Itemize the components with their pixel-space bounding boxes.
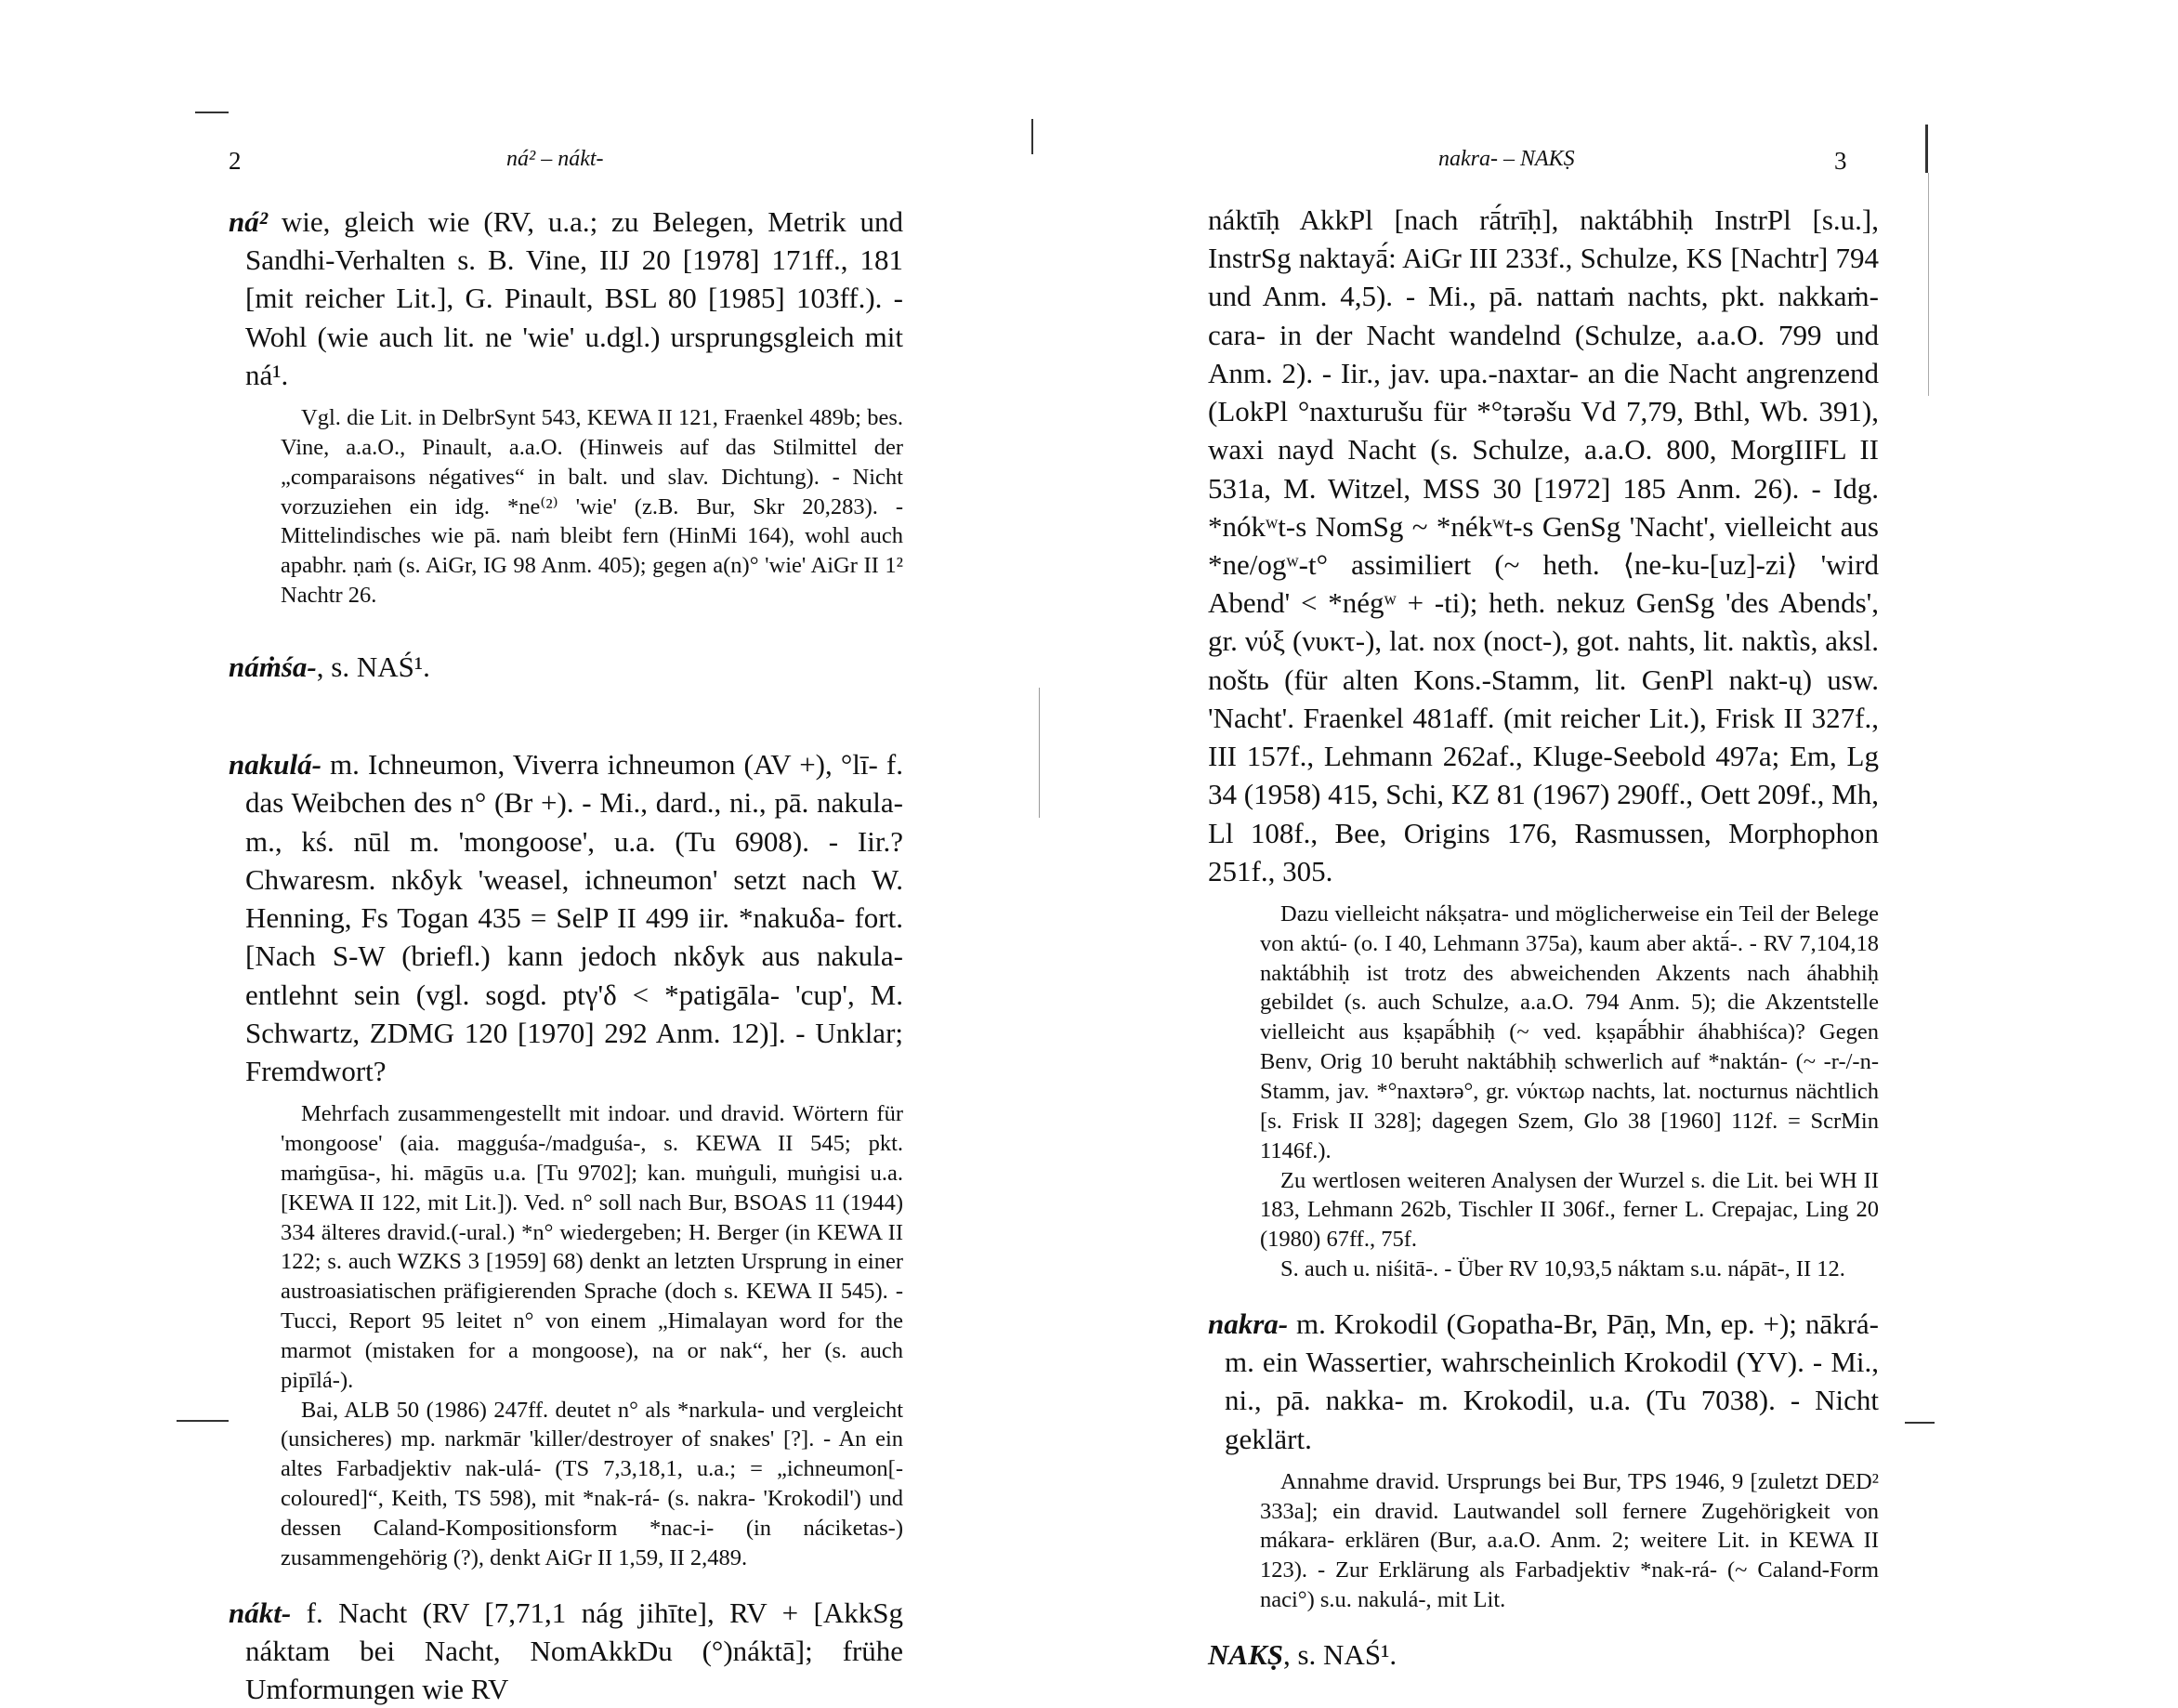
note-paragraph: Bai, ALB 50 (1986) 247ff. deutet n° als *narkula- und vergleicht (unsicheres) mp. narkmār 'killer/destroyer of snakes' [?]. - An ein altes Farbadjektiv nak-ulá- (TS 7,3,18,1, u.a.; = „ichneumon[-coloured]“, Keith, TS 598), mit *nak-rá- (s. nakra- 'Krokodil') und dessen Caland-Kompositionsform *nac-i- (in náciketas-) zusammengehörig (?), denkt AiGr II 1,59, II 2,489. <box>281 1397 903 1570</box>
entry-namsa <box>229 648 903 686</box>
entry-note <box>1208 1467 1879 1615</box>
note-paragraph: Zu wertlosen weiteren Analysen der Wurzel s. die Lit. bei WH II 183, Lehmann 262b, Tischler II 306f., ferner L. Crepajac, Ling 20 (1980) 67ff., 75f. <box>1260 1167 1879 1253</box>
lemma: ná² <box>229 205 269 238</box>
lemma: nakulá- <box>229 748 321 782</box>
text-column <box>1208 201 1879 1674</box>
lemma: nákt- <box>229 1596 292 1629</box>
continuation-notes <box>1208 900 1879 1284</box>
running-head: ná² – nákt- <box>506 147 604 171</box>
entry-body: wie, gleich wie (RV, u.a.; zu Belegen, Metrik und Sandhi-Verhalten s. B. Vine, IIJ 20 [1978] 171ff., 181 [mit reicher Lit.], G. Pinault, BSL 80 [1985] 103ff.). - Wohl (wie auch lit. ne 'wie' u.dgl.) ursprungsgleich mit ná¹. <box>245 205 903 391</box>
note-paragraph: Dazu vielleicht nákṣatra- und möglicherweise ein Teil der Belege von aktú- (o. I 40, Lehmann 375a), kaum aber aktā́-. - RV 7,104,18 naktábhiḥ ist trotz des abweichenden Akzents nach áhabhiḥ gebildet (s. auch Schulze, a.a.O. 794 Anm. 5); die Akzentstelle vielleicht aus kṣapā́bhiḥ (~ ved. kṣapā́bhir áhabhiśca)? Gegen Benv, Orig 10 beruht naktábhiḥ schwerlich auf *naktán- (~ -r-/-n-Stamm, jav. *°naxtərə°, gr. νύκτωρ nachts, lat. nocturnus nächtlich [s. Frisk II 328]; dagegen Szem, Glo 38 [1960] 112f. = ScrMin 1146f.). <box>1260 900 1879 1163</box>
entry-body: f. Nacht (RV [7,71,1 nág jihīte], RV + [AkkSg náktam bei Nacht, NomAkkDu (°)náktā]; frühe Umformungen wie RV <box>245 1596 903 1706</box>
entry-body: , s. NAŚ¹. <box>1282 1638 1397 1671</box>
entry-note <box>229 403 903 611</box>
note-paragraph: Annahme dravid. Ursprungs bei Bur, TPS 1946, 9 [zuletzt DED² 333a]; ein dravid. Lautwandel soll fernere Zugehörigkeit von mákara- erklären (Bur, a.a.O. Anm. 2; weitere Lit. in KEWA II 123). - Zur Erklärung als Farbadjektiv *nak-rá- (~ Caland-Form naci°) s.u. nakulá-, mit Lit. <box>1260 1468 1879 1613</box>
entry-nakt <box>229 1594 903 1708</box>
running-head: nakra- – NAKṢ <box>1438 147 1575 171</box>
right-page <box>1089 0 2178 1671</box>
lemma: náṁśa- <box>229 650 317 683</box>
text-column <box>229 203 903 1708</box>
entry-nakra <box>1208 1305 1879 1458</box>
continuation-text: náktīḥ AkkPl [nach rā́trīḥ], naktábhiḥ InstrPl [s.u.], InstrSg naktayā́: AiGr III 233f., Schulze, KS [Nachtr] 794 und Anm. 4,5). - Mi., pā. nattaṁ nachts, pkt. nakkaṁ-cara- in der Nacht wandelnd (Schulze, a.a.O. 799 und Anm. 2). - Iir., jav. upa.-naxtar- an die Nacht angrenzend (LokPl °naxturušu für *°tərəšu Vd 7,79, Bthl, Wb. 391), waxi nayd Nacht (s. Schulze, a.a.O. 800, MorgIIFL II 531a, M. Witzel, MSS 30 [1972] 185 Anm. 26). - Idg. *nókʷt-s NomSg ~ *nékʷt-s GenSg 'Nacht', vielleicht aus *ne/ogʷ-t° assimiliert (~ heth. ⟨ne-ku-[uz]-zi⟩ 'wird Abend' < *négʷ + -ti); heth. nekuz GenSg 'des Abends', gr. νύξ (νυκτ-), lat. nox (noct-), got. nahts, lit. naktìs, aksl. noštь (für alten Kons.-Stamm, lit. GenPl nakt-ų) usw. 'Nacht'. Fraenkel 481aff. (mit reicher Lit.), Frisk II 327f., III 157f., Lehmann 262af., Kluge-Seebold 497a; Em, Lg 34 (1958) 415, Schi, KZ 81 (1967) 290ff., Oett 209f., Mh, Ll 108f., Bee, Origins 176, Rasmussen, Morphophon 251f., 305. <box>1208 204 1879 887</box>
entry-note <box>229 1099 903 1573</box>
entry-na2 <box>229 203 903 394</box>
note-paragraph: Vgl. die Lit. in DelbrSynt 543, KEWA II 121, Fraenkel 489b; bes. Vine, a.a.O., Pinault, a.a.O. (Hinweis auf das Stilmittel der „comparaisons négatives“ in balt. und slav. Dichtung). - Nicht vorzuziehen ein idg. *ne⁽²⁾ 'wie' (z.B. Bur, Skr 20,283). - Mittelindisches wie pā. naṁ bleibt fern (HinMi 164), wohl auch apabhr. ṇaṁ (s. AiGr, IG 98 Anm. 405); gegen a(n)° 'wie' AiGr II 1² Nachtr 26. <box>281 405 903 609</box>
lemma: nakra- <box>1208 1307 1289 1340</box>
entry-body: , s. NAŚ¹. <box>316 650 430 683</box>
left-page <box>0 0 1089 1706</box>
note-paragraph: Mehrfach zusammengestellt mit indoar. und dravid. Wörtern für 'mongoose' (aia. magguśa-/madguśa-, s. KEWA II 545; pkt. maṁgūsa-, hi. māgūs u.a. [Tu 9702]; kan. muṅguli, muṅgisi u.a. [KEWA II 122, mit Lit.]). Ved. n° soll nach Bur, BSOAS 11 (1944) 334 älteres dravid.(-ural.) *n° wiedergeben; H. Berger (in KEWA II 122; s. auch WZKS 3 [1959] 68) denkt an letzten Ursprung in einer austroasiatischen präfigierenden Sprache (doch s. KEWA II 545). - Tucci, Report 95 leitet n° von einem „Himalayan word for the marmot (mistaken for a mongoose), na or nak“, her (s. auch pipīlá-). <box>281 1101 903 1393</box>
entry-body: m. Ichneumon, Viverra ichneumon (AV +), °lī- f. das Weibchen des n° (Br +). - Mi., dard., ni., pā. nakula- m., kś. nūl m. 'mongoose', u.a. (Tu 6908). - Iir.? Chwaresm. nkδyk 'weasel, ichneumon' setzt nach W. Henning, Fs Togan 435 = SelP II 499 iir. *nakuδa- fort. [Nach S-W (briefl.) kann jedoch nkδyk aus nakula- entlehnt sein (vgl. sogd. ptγ'δ < *patigāla- 'cup', M. Schwartz, ZDMG 120 [1970] 292 Anm. 12)]. - Unklar; Fremdwort? <box>245 748 903 1087</box>
entry-naks <box>1208 1636 1879 1674</box>
page-number: 3 <box>1834 147 1847 175</box>
page-number: 2 <box>229 147 242 175</box>
lemma: NAKṢ <box>1208 1638 1283 1671</box>
entry-nakula <box>229 745 903 1090</box>
note-paragraph: S. auch u. niśitā-. - Über RV 10,93,5 náktam s.u. nápāt-, II 12. <box>1280 1256 1845 1282</box>
entry-body: m. Krokodil (Gopatha-Br, Pāṇ, Mn, ep. +); nākrá- m. ein Wassertier, wahrscheinlich Krokodil (YV). - Mi., ni., pā. nakka- m. Krokodil, u.a. (Tu 7038). - Nicht geklärt. <box>1225 1307 1879 1455</box>
